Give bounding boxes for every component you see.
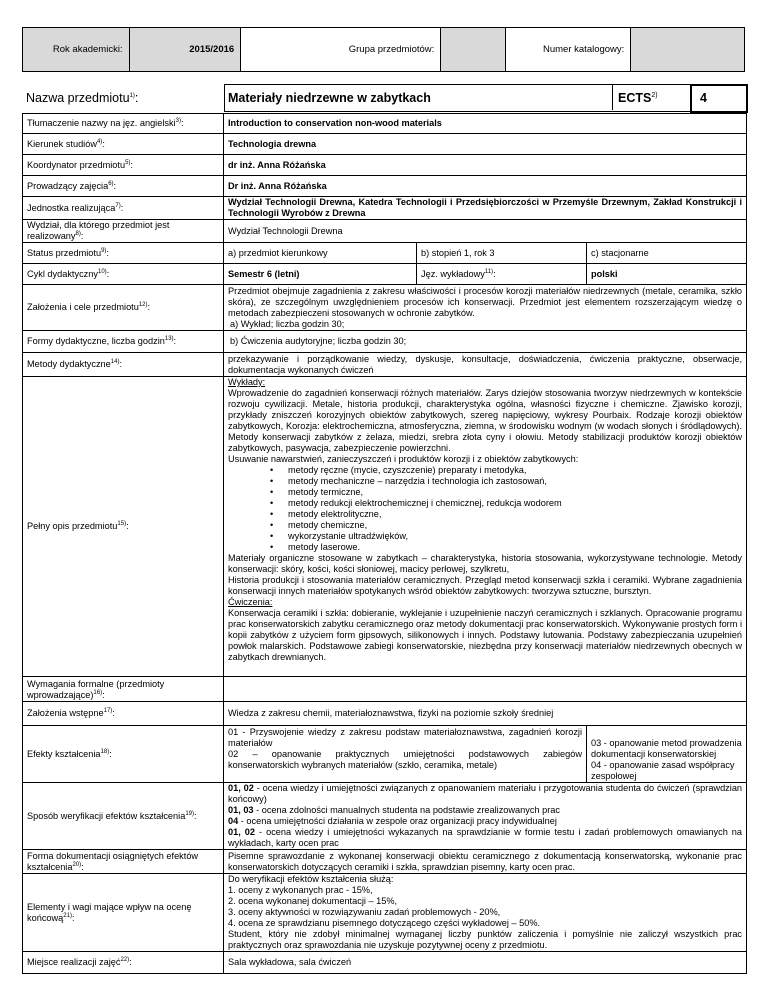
list-item: • metody termiczne, [288, 487, 742, 498]
row-elementy [23, 874, 747, 952]
row-miejsce [23, 952, 747, 974]
wymagania-label: Wymagania formalne (przedmioty wprowadzające)$^{16)}$: [23, 677, 224, 702]
row-tlumaczenie [23, 114, 747, 134]
opis-p4: Historia produkcji i stosowania materiałów ceramicznych. Przegląd metod konserwacji szkła i ceramiki. Wybrane zagadnienia konserwacji innych materiałów spotykanych wśród obiektów zabytkowych: tworzywa sztuczne, bursztyn. [228, 575, 743, 596]
elementy-label: Elementy i wagi mające wpływ na ocenę końcową$^{21)}$: [23, 874, 224, 952]
metody-label: Metody dydaktyczne$^{14)}$: [23, 353, 224, 377]
kierunek-label: Kierunek studiów$^{4)}$: [23, 134, 224, 155]
efekty-label: Efekty kształcenia$^{18)}$: [23, 726, 224, 783]
rok-value: 2015/2016 [129, 28, 241, 72]
koordynator-value: dr inż. Anna Różańska [224, 155, 747, 176]
koordynator-label: Koordynator przedmiotu$^{5)}$: [23, 155, 224, 176]
formy-a: a) Wykład; liczba godzin 30; [230, 319, 345, 329]
opis-p2: Usuwanie nawarstwień, zanieczyszczeń i produktów korozji i z obiektów zabytkowych: [228, 454, 579, 464]
zalozenia-wst-value: Wiedza z zakresu chemii, materiałoznawstwa, fizyki na poziomie szkoły średniej [224, 702, 747, 726]
row-zalozenia-wstepne [23, 702, 747, 726]
formy-label: Formy dydaktyczne, liczba godzin$^{13)}$: [23, 331, 224, 353]
elementy-value: Do weryfikacji efektów kształcenia służą: 1. oceny z wykonanych prac - 15%, 2. ocena wykonanej dokumentacji – 15%, 3. oceny aktywności w rozwiązywaniu zadań problemowych - 20%, 4. ocena ze sprawdzianu pisemnego dotyczącego części wykładowej – 50%. Student, który nie zdobył minimalnej wymaganej liczby punktów zaliczenia i pomyślnie nie zaliczył wszystkich prac praktycznych oraz sprawozdania nie uzyskuje pozytywnej oceny z przedmiotu. [224, 874, 747, 952]
row-formy [23, 331, 747, 353]
ects-value: 4 [700, 91, 707, 105]
opis-p3: Materiały organiczne stosowane w zabytkach – charakterystyka, historia stosowania, wykorzystywane technologie. Metody konserwacji: skóry, kości, kości słoniowej, macicy perłowej, szylkretu, [228, 553, 743, 574]
status-b: b) stopień 1, rok 3 [417, 243, 587, 264]
sposob-value: 01, 02 - ocena wiedzy i umiejętności związanych z opanowaniem materiału i przygotowania studenta do ćwiczeń (sprawdzian końcowy) 01, 03 - ocena zdolności manualnych studenta na podstawie zrealizowanych prac 04 - ocena umiejętności działania w zespole oraz organizacji pracy indywidualnej 01, 02 - ocena wiedzy i umiejętności wykazanych na sprawdzianie w formie testu i zadań problemowych omawianych na wykładach, karty ocen prac [224, 783, 747, 850]
list-item: • metody ręczne (mycie, czyszczenie) preparaty i metodyka, [288, 465, 742, 476]
title-label: Nazwa przedmiotu$^{1)}$: [26, 91, 139, 105]
row-efekty [23, 726, 747, 783]
row-wymagania [23, 677, 747, 702]
list-item: • metody laserowe. [288, 542, 742, 553]
zalozenia-wst-label: Założenia wstępne$^{17)}$: [23, 702, 224, 726]
row-koordynator [23, 155, 747, 176]
row-cykl [23, 264, 747, 285]
opis-bullets [228, 465, 742, 553]
status-a: a) przedmiot kierunkowy [224, 243, 417, 264]
forma-dok-value: Pisemne sprawozdanie z wykonanej konserwacji obiektu ceramicznego z dokumentacją konserwatorską, wykonanie prac konserwatorskich dotyczących ceramiki i szkła, sprawdzian pisemny, karty ocen prac. [224, 850, 747, 874]
zalozenia-value: Przedmiot obejmuje zagadnienia z zakresu właściwości i procesów korozji materiałów niedrzewnych (metale, ceramika, szkło skóra), ze szczególnym uwzględnieniem procesów ich konserwacji. Przedmiot jest elementem rozszerzającym wiedzę o metodach zabezpieczeni stosowanych w ochronie zabytków. a) Wykład; liczba godzin 30; [224, 285, 747, 331]
jednostka-value: Wydział Technologii Drewna, Katedra Technologii i Przedsiębiorczości w Przemyśle Drzewnym, Zakład Konstrukcji i Technologii Wyrobów z Drewna [224, 197, 747, 220]
ects-label: ECTS$^{2)}$ [618, 91, 658, 105]
numer-label: Numer katalogowy: [505, 28, 631, 72]
cwiczenia-heading: Ćwiczenia: [228, 597, 273, 607]
row-prowadzacy [23, 176, 747, 197]
tlumaczenie-value: Introduction to conservation non-wood materials [224, 114, 747, 134]
jednostka-label: Jednostka realizująca$^{7)}$: [23, 197, 224, 220]
wydzial-value: Wydział Technologii Drewna [224, 220, 747, 243]
row-sposob [23, 783, 747, 850]
cykl-label: Cykl dydaktyczny$^{10)}$: [23, 264, 224, 285]
wydzial-label: Wydział, dla którego przedmiot jest realizowany$^{8)}$: [23, 220, 224, 243]
header-table [22, 27, 745, 72]
row-jednostka [23, 197, 747, 220]
miejsce-label: Miejsce realizacji zajęć$^{22)}$: [23, 952, 224, 974]
rok-label: Rok akademicki: [23, 28, 130, 72]
list-item: • metody chemiczne, [288, 520, 742, 531]
sposob-label: Sposób weryfikacji efektów kształcenia$^{19)}$: [23, 783, 224, 850]
opis-p1: Wprowadzenie do zagadnień konserwacji różnych materiałów. Zarys dziejów stosowania tworzyw niedrzewnych w kontekście rozwoju cywilizacji. Metale, historia produkcji, charakterystyka ogólna, własności fizyczne i chemiczne. Zjawisko korozji, przykłady zniszczeń korozyjnych obiektów zabytkowych, szereg napięciowy, wykresy Pourbaix. Rodzaje korozji obiektów zabytkowych, Korozja: elektrochemiczna, atmosferyczna, ziemna, w środowisku wodnym (w wodach słonych i śródlądowych). Metody konserwacji zabytków z żelaza, miedzi, srebra złota cyny i ołowiu. Metody stabilizacji produktów korozji obiektów zabytkowych, pasywacja, zabezpieczenie powierzchni. [228, 388, 743, 453]
forma-dok-label: Forma dokumentacji osiągniętych efektów kształcenia$^{20)}$: [23, 850, 224, 874]
row-opis [23, 377, 747, 677]
status-label: Status przedmiotu$^{9)}$: [23, 243, 224, 264]
metody-value: przekazywanie i porządkowanie wiedzy, dyskusje, konsultacje, doświadczenia, ćwiczenia praktyczne, obserwacje, dokumentacja wykonanych ćwiczeń [224, 353, 747, 377]
miejsce-value: Sala wykładowa, sala ćwiczeń [224, 952, 747, 974]
list-item: • metody redukcji elektrochemicznej i chemicznej, redukcja wodorem [288, 498, 742, 509]
prowadzacy-value: Dr inż. Anna Różańska [224, 176, 747, 197]
row-status [23, 243, 747, 264]
zalozenia-label: Założenia i cele przedmiotu$^{12)}$: [23, 285, 224, 331]
numer-value [631, 28, 745, 72]
cykl-value: Semestr 6 (letni) [224, 264, 417, 285]
jez-value: polski [587, 264, 747, 285]
wymagania-value [224, 677, 747, 702]
row-zalozenia [23, 285, 747, 331]
prowadzacy-label: Prowadzący zajęcia$^{6)}$: [23, 176, 224, 197]
row-wydzial [23, 220, 747, 243]
ects-value-box [690, 84, 748, 113]
row-kierunek [23, 134, 747, 155]
efekty-right: 03 - opanowanie metod prowadzenia dokumentacji konserwatorskiej 04 - opanowanie zasad współpracy zespołowej [587, 726, 747, 783]
list-item: • metody mechaniczne – narzędzia i technologia ich zastosowań, [288, 476, 742, 487]
opis-label: Pełny opis przedmiotu$^{15)}$: [23, 377, 224, 677]
opis-p5: Konserwacja ceramiki i szkła: dobieranie, wyklejanie i uzupełnienie naczyń ceramicznych i szklanych. Opracowanie programu prac konserwatorskich zabytku ceramicznego oraz metody dokumentacji prac konserwatorskich. Wykonywanie prostych form i kopii zabytków z użyciem form gipsowych, silikonowych i innych. Podstawy lutowania. Podstawy zabezpieczania uzupełnień powłok malarskich. Podstawowe zabiegi konserwatorskie, niezbędna przy konserwacji materiałów niedrzewnych obecnych w zabytkach drewnianych. [228, 608, 743, 662]
list-item: • metody elektrolityczne, [288, 509, 742, 520]
kierunek-value: Technologia drewna [224, 134, 747, 155]
course-table [22, 113, 747, 974]
row-forma-dok [23, 850, 747, 874]
list-item: • wykorzystanie ultradźwięków, [288, 531, 742, 542]
wyklady-heading: Wykłady: [228, 377, 266, 387]
opis-value [224, 377, 747, 677]
row-metody [23, 353, 747, 377]
course-title: Materiały niedrzewne w zabytkach [228, 91, 431, 105]
grupa-value [441, 28, 505, 72]
formy-b: b) Ćwiczenia audytoryjne; liczba godzin 30; [224, 331, 747, 353]
status-c: c) stacjonarne [587, 243, 747, 264]
jez-label: Jęz. wykładowy$^{11)}$: [417, 264, 587, 285]
tlumaczenie-label: Tłumaczenie nazwy na jęz. angielski$^{3)}$: [23, 114, 224, 134]
grupa-label: Grupa przedmiotów: [241, 28, 441, 72]
efekty-left: 01 - Przyswojenie wiedzy z zakresu podstaw materiałoznawstwa, zagadnień korozji materiałów 02 – opanowanie praktycznych umiejętności podstawowych zabiegów konserwatorskich wybranych materiałów (szkło, ceramika, metale) [224, 726, 587, 783]
